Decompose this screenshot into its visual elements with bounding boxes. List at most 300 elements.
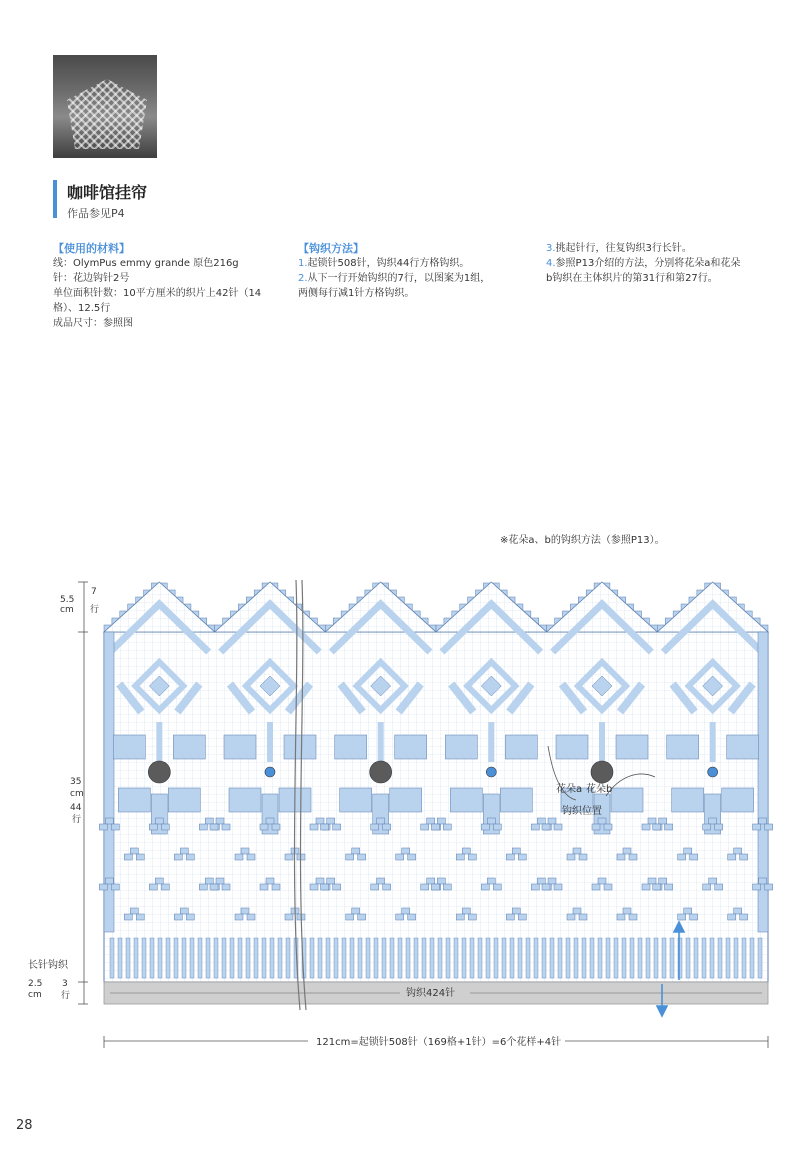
trefoil-top <box>512 848 520 854</box>
long-stitch <box>174 938 178 978</box>
page-number: 28 <box>16 1118 33 1133</box>
trefoil-right <box>222 824 230 830</box>
trefoil-right <box>358 914 366 920</box>
trefoil-top <box>402 908 410 914</box>
trefoil-left <box>421 824 429 830</box>
trefoil-left <box>174 854 182 860</box>
trefoil-right <box>333 824 341 830</box>
trefoil-top <box>548 818 556 824</box>
long-stitch <box>582 938 586 978</box>
flower-petal <box>556 735 588 759</box>
long-stitch <box>646 938 650 978</box>
flower-petal <box>616 735 648 759</box>
materials-hook: 针：花边钩针2号 <box>53 273 130 284</box>
trefoil-right <box>554 824 562 830</box>
long-stitch <box>262 938 266 978</box>
trefoil-left <box>285 914 293 920</box>
trefoil-right <box>690 914 698 920</box>
trefoil-top <box>573 848 581 854</box>
trefoil-top <box>377 818 385 824</box>
trefoil-left <box>124 854 132 860</box>
materials-gauge-2: 格）、12.5行 <box>53 303 111 314</box>
trefoil-top <box>180 908 188 914</box>
long-stitch <box>238 938 242 978</box>
trefoil-left <box>481 884 489 890</box>
long-stitch <box>350 938 354 978</box>
page-title: 咖啡馆挂帘 <box>67 183 148 202</box>
trefoil-left <box>346 914 354 920</box>
flower-petal <box>505 735 537 759</box>
top-dim-cm-unit: cm <box>60 605 74 615</box>
trefoil-top <box>537 818 545 824</box>
long-stitch <box>118 938 122 978</box>
flower-attach-a <box>370 761 392 783</box>
long-stitch <box>398 938 402 978</box>
flower-petal <box>173 735 205 759</box>
trefoil-right <box>161 884 169 890</box>
long-stitch <box>558 938 562 978</box>
flower-attach-a <box>591 761 613 783</box>
trefoil-right <box>765 824 773 830</box>
long-stitch <box>542 938 546 978</box>
long-stitch <box>286 938 290 978</box>
trefoil-top <box>316 878 324 884</box>
trefoil-left <box>592 884 600 890</box>
long-stitch <box>750 938 754 978</box>
trefoil-left <box>456 854 464 860</box>
method-step-2: 2.从下一行开始钩织的7行，以图案为1组， <box>298 273 491 284</box>
trefoil-right <box>740 854 748 860</box>
materials-yarn: 线：OlymPus emmy grande 原色216g <box>53 258 239 269</box>
flower-petal <box>611 788 643 812</box>
bottom-dim-rows-unit: 行 <box>61 991 71 1001</box>
long-stitch <box>422 938 426 978</box>
long-stitch <box>550 938 554 978</box>
trefoil-right <box>136 854 144 860</box>
trefoil-top <box>598 878 606 884</box>
flower-petal <box>284 735 316 759</box>
long-stitch <box>710 938 714 978</box>
trefoil-left <box>371 884 379 890</box>
trefoil-right <box>579 914 587 920</box>
long-stitch <box>406 938 410 978</box>
page-subtitle: 作品参见P4 <box>67 207 125 220</box>
trefoil-top <box>487 818 495 824</box>
trefoil-left <box>531 884 539 890</box>
trefoil-top <box>709 818 717 824</box>
long-stitch <box>374 938 378 978</box>
long-stitch <box>486 938 490 978</box>
long-stitch <box>270 938 274 978</box>
trefoil-top <box>548 878 556 884</box>
trefoil-left <box>99 884 107 890</box>
long-stitch <box>358 938 362 978</box>
long-stitch <box>430 938 434 978</box>
flower-note: ※花朵a、b的钩织方法（参照P13）。 <box>500 535 665 546</box>
trefoil-right <box>604 884 612 890</box>
long-stitch <box>342 938 346 978</box>
trefoil-top <box>216 818 224 824</box>
long-stitch <box>126 938 130 978</box>
long-stitch <box>534 938 538 978</box>
trefoil-left <box>642 824 650 830</box>
trefoil-left <box>703 884 711 890</box>
trefoil-right <box>443 824 451 830</box>
long-stitch <box>494 938 498 978</box>
trefoil-right <box>554 884 562 890</box>
flower-petal <box>224 735 256 759</box>
long-stitch <box>310 938 314 978</box>
long-stitch <box>254 938 258 978</box>
long-stitch <box>326 938 330 978</box>
materials-heading: 【使用的材料】 <box>53 242 130 255</box>
mid-dim-cm-unit: cm <box>70 789 84 799</box>
flower-petal <box>667 735 699 759</box>
long-stitch <box>142 938 146 978</box>
flower-petal <box>727 735 759 759</box>
bottom-dim-rows: 3 <box>62 979 68 989</box>
long-stitch <box>278 938 282 978</box>
long-stitch <box>470 938 474 978</box>
long-stitch <box>526 938 530 978</box>
trefoil-top <box>427 818 435 824</box>
trefoil-left <box>617 854 625 860</box>
trefoil-left <box>99 824 107 830</box>
method-step-4-cont: b钩织在主体织片的第31行和第27行。 <box>546 273 718 284</box>
flower-petal <box>500 788 532 812</box>
trefoil-right <box>272 884 280 890</box>
trefoil-top <box>352 908 360 914</box>
trefoil-top <box>759 818 767 824</box>
trefoil-top <box>684 908 692 914</box>
long-stitch <box>246 938 250 978</box>
long-stitch <box>166 938 170 978</box>
trefoil-left <box>396 854 404 860</box>
trefoil-left <box>149 884 157 890</box>
trefoil-top <box>327 818 335 824</box>
flower-petal <box>118 788 150 812</box>
trefoil-left <box>321 824 329 830</box>
trefoil-left <box>678 914 686 920</box>
long-stitch <box>366 938 370 978</box>
trefoil-top <box>316 818 324 824</box>
trefoil-right <box>468 854 476 860</box>
mid-dim-rows-unit: 行 <box>72 815 82 825</box>
trefoil-top <box>205 878 213 884</box>
trefoil-right <box>665 884 673 890</box>
trefoil-right <box>272 824 280 830</box>
long-stitch <box>134 938 138 978</box>
trefoil-top <box>180 848 188 854</box>
trefoil-right <box>111 824 119 830</box>
trefoil-left <box>481 824 489 830</box>
trefoil-top <box>155 818 163 824</box>
flower-petal <box>722 788 754 812</box>
width-label: 121cm=起锁针508针（169格+1针）=6个花样+4针 <box>316 1037 562 1048</box>
trefoil-left <box>199 884 207 890</box>
flower-petal <box>445 735 477 759</box>
trefoil-right <box>443 884 451 890</box>
trefoil-left <box>199 824 207 830</box>
trefoil-top <box>241 908 249 914</box>
trefoil-left <box>728 914 736 920</box>
trefoil-top <box>648 818 656 824</box>
long-stitch <box>718 938 722 978</box>
trefoil-top <box>759 878 767 884</box>
trefoil-top <box>402 848 410 854</box>
trefoil-left <box>456 914 464 920</box>
flower-petal <box>390 788 422 812</box>
flower-attach-b <box>708 767 718 777</box>
trefoil-top <box>427 878 435 884</box>
trefoil-right <box>665 824 673 830</box>
trefoil-left <box>642 884 650 890</box>
trefoil-top <box>205 818 213 824</box>
long-stitch <box>638 938 642 978</box>
trefoil-left <box>753 824 761 830</box>
long-stitch <box>630 938 634 978</box>
trefoil-top <box>105 818 113 824</box>
trefoil-left <box>703 824 711 830</box>
trefoil-left <box>431 884 439 890</box>
chain-label: 钩织424针 <box>406 988 456 999</box>
mid-dim-cm: 35 <box>70 777 82 787</box>
product-photo <box>53 55 157 158</box>
attach-position-label: 钩织位置 <box>562 806 602 817</box>
materials-gauge-1: 单位面积针数：10平方厘米的织片上42针（14 <box>53 288 262 299</box>
long-stitch <box>182 938 186 978</box>
trefoil-left <box>210 884 218 890</box>
trefoil-left <box>260 824 268 830</box>
long-stitch <box>686 938 690 978</box>
mid-dim-rows: 44 <box>70 803 82 813</box>
trefoil-left <box>235 854 243 860</box>
trefoil-left <box>371 824 379 830</box>
long-stitch <box>454 938 458 978</box>
trefoil-left <box>149 824 157 830</box>
trefoil-left <box>531 824 539 830</box>
long-stitch <box>110 938 114 978</box>
long-stitch <box>670 938 674 978</box>
chart-panel <box>104 582 768 982</box>
trefoil-top <box>216 878 224 884</box>
top-dim-rows-unit: 行 <box>90 605 100 615</box>
trefoil-top <box>241 848 249 854</box>
trefoil-top <box>623 848 631 854</box>
trefoil-left <box>542 884 550 890</box>
top-dim-cm: 5.5 <box>60 595 75 605</box>
flower-attach-b <box>265 767 275 777</box>
trefoil-left <box>260 884 268 890</box>
trefoil-top <box>155 878 163 884</box>
long-stitch <box>590 938 594 978</box>
trefoil-left <box>506 914 514 920</box>
long-stitch <box>222 938 226 978</box>
flower-attach-b <box>486 767 496 777</box>
bottom-dim-cm-unit: cm <box>28 990 42 1000</box>
long-stitch <box>598 938 602 978</box>
trefoil-top <box>659 878 667 884</box>
long-stitch <box>566 938 570 978</box>
trefoil-top <box>537 878 545 884</box>
trefoil-right <box>247 914 255 920</box>
trefoil-right <box>358 854 366 860</box>
trefoil-top <box>130 848 138 854</box>
long-stitch <box>510 938 514 978</box>
long-stitch <box>462 938 466 978</box>
long-stitch <box>390 938 394 978</box>
flower-petal <box>672 788 704 812</box>
long-stitch <box>206 938 210 978</box>
trefoil-top <box>648 878 656 884</box>
trefoil-top <box>462 848 470 854</box>
bottom-dim-cm: 2.5 <box>28 979 43 989</box>
trefoil-right <box>383 884 391 890</box>
long-stitch <box>198 938 202 978</box>
trefoil-left <box>310 824 318 830</box>
trefoil-top <box>130 908 138 914</box>
method-step-1: 1.起锁针508针，钩织44行方格钩织。 <box>298 258 470 269</box>
long-stitch <box>734 938 738 978</box>
trefoil-left <box>617 914 625 920</box>
filet-crochet-chart <box>0 570 800 1070</box>
trefoil-right <box>518 854 526 860</box>
trefoil-top <box>734 848 742 854</box>
bottom-label: 长针钩织 <box>28 960 68 971</box>
trefoil-left <box>567 914 575 920</box>
flower-petal <box>168 788 200 812</box>
trefoil-right <box>604 824 612 830</box>
long-stitch <box>758 938 762 978</box>
flower-petal <box>450 788 482 812</box>
long-stitch <box>614 938 618 978</box>
trefoil-right <box>408 914 416 920</box>
trefoil-left <box>431 824 439 830</box>
trefoil-right <box>222 884 230 890</box>
long-stitch <box>382 938 386 978</box>
trefoil-left <box>396 914 404 920</box>
trefoil-top <box>352 848 360 854</box>
trefoil-right <box>690 854 698 860</box>
trefoil-left <box>235 914 243 920</box>
long-stitch <box>518 938 522 978</box>
flower-a-label: 花朵a <box>556 784 583 795</box>
trefoil-top <box>437 878 445 884</box>
long-stitch <box>574 938 578 978</box>
trefoil-right <box>715 884 723 890</box>
trefoil-right <box>765 884 773 890</box>
trefoil-left <box>678 854 686 860</box>
trefoil-left <box>653 824 661 830</box>
trefoil-right <box>715 824 723 830</box>
flower-petal <box>335 735 367 759</box>
trefoil-left <box>653 884 661 890</box>
trefoil-left <box>285 854 293 860</box>
long-stitch <box>502 938 506 978</box>
trefoil-left <box>321 884 329 890</box>
trefoil-left <box>346 854 354 860</box>
long-stitch <box>230 938 234 978</box>
trefoil-top <box>512 908 520 914</box>
long-stitch <box>478 938 482 978</box>
trefoil-right <box>186 854 194 860</box>
long-stitch <box>150 938 154 978</box>
trefoil-top <box>734 908 742 914</box>
trefoil-top <box>327 878 335 884</box>
trefoil-right <box>629 854 637 860</box>
trefoil-right <box>493 824 501 830</box>
trefoil-right <box>161 824 169 830</box>
flower-petal <box>340 788 372 812</box>
flower-petal <box>113 735 145 759</box>
trefoil-top <box>659 818 667 824</box>
top-dim-rows: 7 <box>91 587 97 597</box>
long-stitch <box>446 938 450 978</box>
trefoil-top <box>623 908 631 914</box>
trefoil-left <box>567 854 575 860</box>
long-stitch <box>662 938 666 978</box>
trefoil-right <box>579 854 587 860</box>
trefoil-right <box>518 914 526 920</box>
trefoil-right <box>493 884 501 890</box>
materials-size: 成品尺寸：参照图 <box>53 318 133 329</box>
trefoil-left <box>174 914 182 920</box>
lace-curtain-image <box>67 79 147 149</box>
trefoil-left <box>728 854 736 860</box>
long-stitch <box>438 938 442 978</box>
trefoil-right <box>333 884 341 890</box>
long-stitch <box>158 938 162 978</box>
panel-grid <box>104 632 768 982</box>
trefoil-right <box>629 914 637 920</box>
long-stitch <box>654 938 658 978</box>
trefoil-right <box>468 914 476 920</box>
long-stitch <box>318 938 322 978</box>
long-stitch <box>694 938 698 978</box>
trefoil-right <box>740 914 748 920</box>
trefoil-left <box>592 824 600 830</box>
trefoil-left <box>542 824 550 830</box>
trefoil-right <box>247 854 255 860</box>
long-stitch <box>742 938 746 978</box>
long-stitch <box>334 938 338 978</box>
long-stitch <box>214 938 218 978</box>
trefoil-right <box>111 884 119 890</box>
trefoil-left <box>421 884 429 890</box>
flower-b-label: 花朵b <box>586 784 613 795</box>
trefoil-left <box>506 854 514 860</box>
trefoil-top <box>105 878 113 884</box>
trefoil-top <box>437 818 445 824</box>
method-heading: 【钩织方法】 <box>298 242 364 255</box>
method-step-4: 4.参照P13介绍的方法，分别将花朵a和花朵 <box>546 258 741 269</box>
title-accent-bar <box>53 180 57 218</box>
method-step-3: 3.挑起针行，往复钩织3行长针。 <box>546 243 692 254</box>
long-stitch <box>414 938 418 978</box>
flower-attach-a <box>148 761 170 783</box>
trefoil-top <box>377 878 385 884</box>
trefoil-top <box>598 818 606 824</box>
flower-petal <box>395 735 427 759</box>
trefoil-right <box>136 914 144 920</box>
trefoil-top <box>266 818 274 824</box>
long-stitch <box>622 938 626 978</box>
trefoil-left <box>753 884 761 890</box>
trefoil-top <box>487 878 495 884</box>
flower-petal <box>229 788 261 812</box>
trefoil-right <box>186 914 194 920</box>
trefoil-left <box>310 884 318 890</box>
